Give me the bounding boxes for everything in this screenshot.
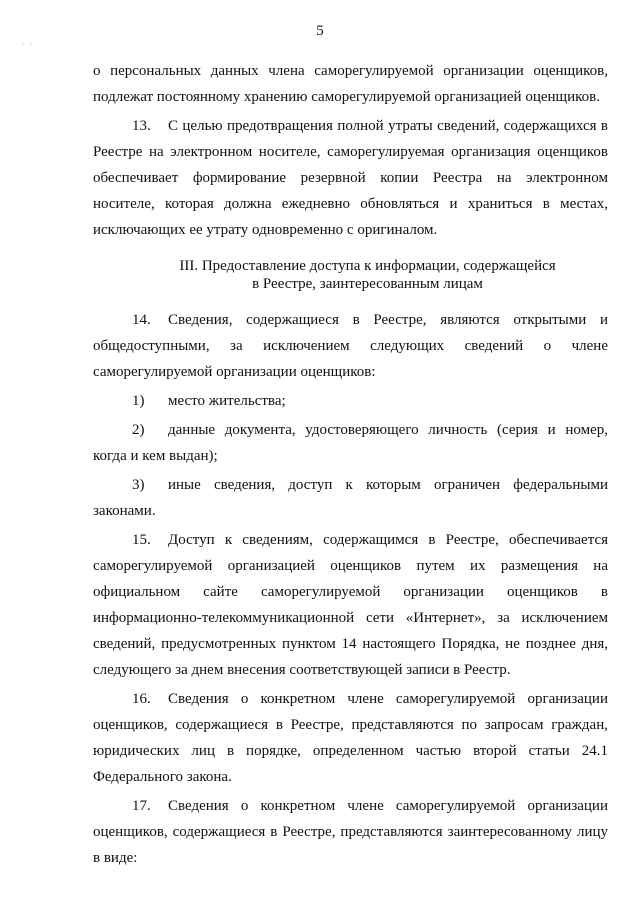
list-item-3-number: 3) <box>132 477 145 493</box>
section-heading-line1: III. Предоставление доступа к информации, содержащейся <box>179 258 556 274</box>
paragraph-13-number: 13. <box>132 118 151 134</box>
paragraph-13 <box>93 113 608 243</box>
list-item-1-text: место жительства; <box>168 393 286 409</box>
page-number: 5 <box>316 23 324 39</box>
paragraph-17-number: 17. <box>132 798 151 814</box>
list-item-2 <box>93 417 608 469</box>
section-heading-line2: в Реестре, заинтересованным лицам <box>252 276 483 292</box>
paragraph-12-continuation: о персональных данных члена саморегулируемой организации оценщиков, подлежат постоянному хранению саморегулируемой организацией оценщиков. <box>93 63 608 105</box>
document-body <box>93 58 608 874</box>
paragraph-16-number: 16. <box>132 691 151 707</box>
list-item-2-number: 2) <box>132 422 145 438</box>
paragraph-15 <box>93 527 608 683</box>
scan-corner-mark: . . <box>22 38 34 47</box>
paragraph-14-text: Сведения, содержащиеся в Реестре, являются открытыми и общедоступными, за исключением следующих сведений о члене саморегулируемой организации оценщиков: <box>93 312 608 380</box>
paragraph-14-number: 14. <box>132 312 151 328</box>
paragraph-15-text: Доступ к сведениям, содержащимся в Реестре, обеспечивается саморегулируемой организацией оценщиков путем их размещения на официальном сайте саморегулируемой организации оценщиков в информационно-телекоммуникационной сети «Интернет», за исключением сведений, предусмотренных пунктом 14 настоящего Порядка, не позднее дня, следующего за днем внесения соответствующей записи в Реестр. <box>93 532 608 678</box>
paragraph-16-text: Сведения о конкретном члене саморегулируемой организации оценщиков, содержащиеся в Реестре, представляются по запросам граждан, юридических лиц в порядке, определенном частью второй статьи 24.1 Федерального закона. <box>93 691 608 785</box>
paragraph-17-text: Сведения о конкретном члене саморегулируемой организации оценщиков, содержащиеся в Реестре, представляются заинтересованному лицу в виде: <box>93 798 608 866</box>
paragraph-16 <box>93 686 608 790</box>
list-item-2-text: данные документа, удостоверяющего личность (серия и номер, когда и кем выдан); <box>93 422 608 464</box>
section-heading <box>93 257 608 293</box>
paragraph-13-text: С целью предотвращения полной утраты сведений, содержащихся в Реестре на электронном носителе, саморегулируемая организация оценщиков обеспечивает формирование резервной копии Реестра на электронном носителе, которая должна ежедневно обновляться и храниться в местах, исключающих ее утрату одновременно с оригиналом. <box>93 118 608 238</box>
list-item-1 <box>93 388 608 414</box>
paragraph-17 <box>93 793 608 871</box>
list-item-3 <box>93 472 608 524</box>
list-item-1-number: 1) <box>132 393 145 409</box>
paragraph-15-number: 15. <box>132 532 151 548</box>
list-item-3-text: иные сведения, доступ к которым ограничен федеральными законами. <box>93 477 608 519</box>
paragraph-14 <box>93 307 608 385</box>
